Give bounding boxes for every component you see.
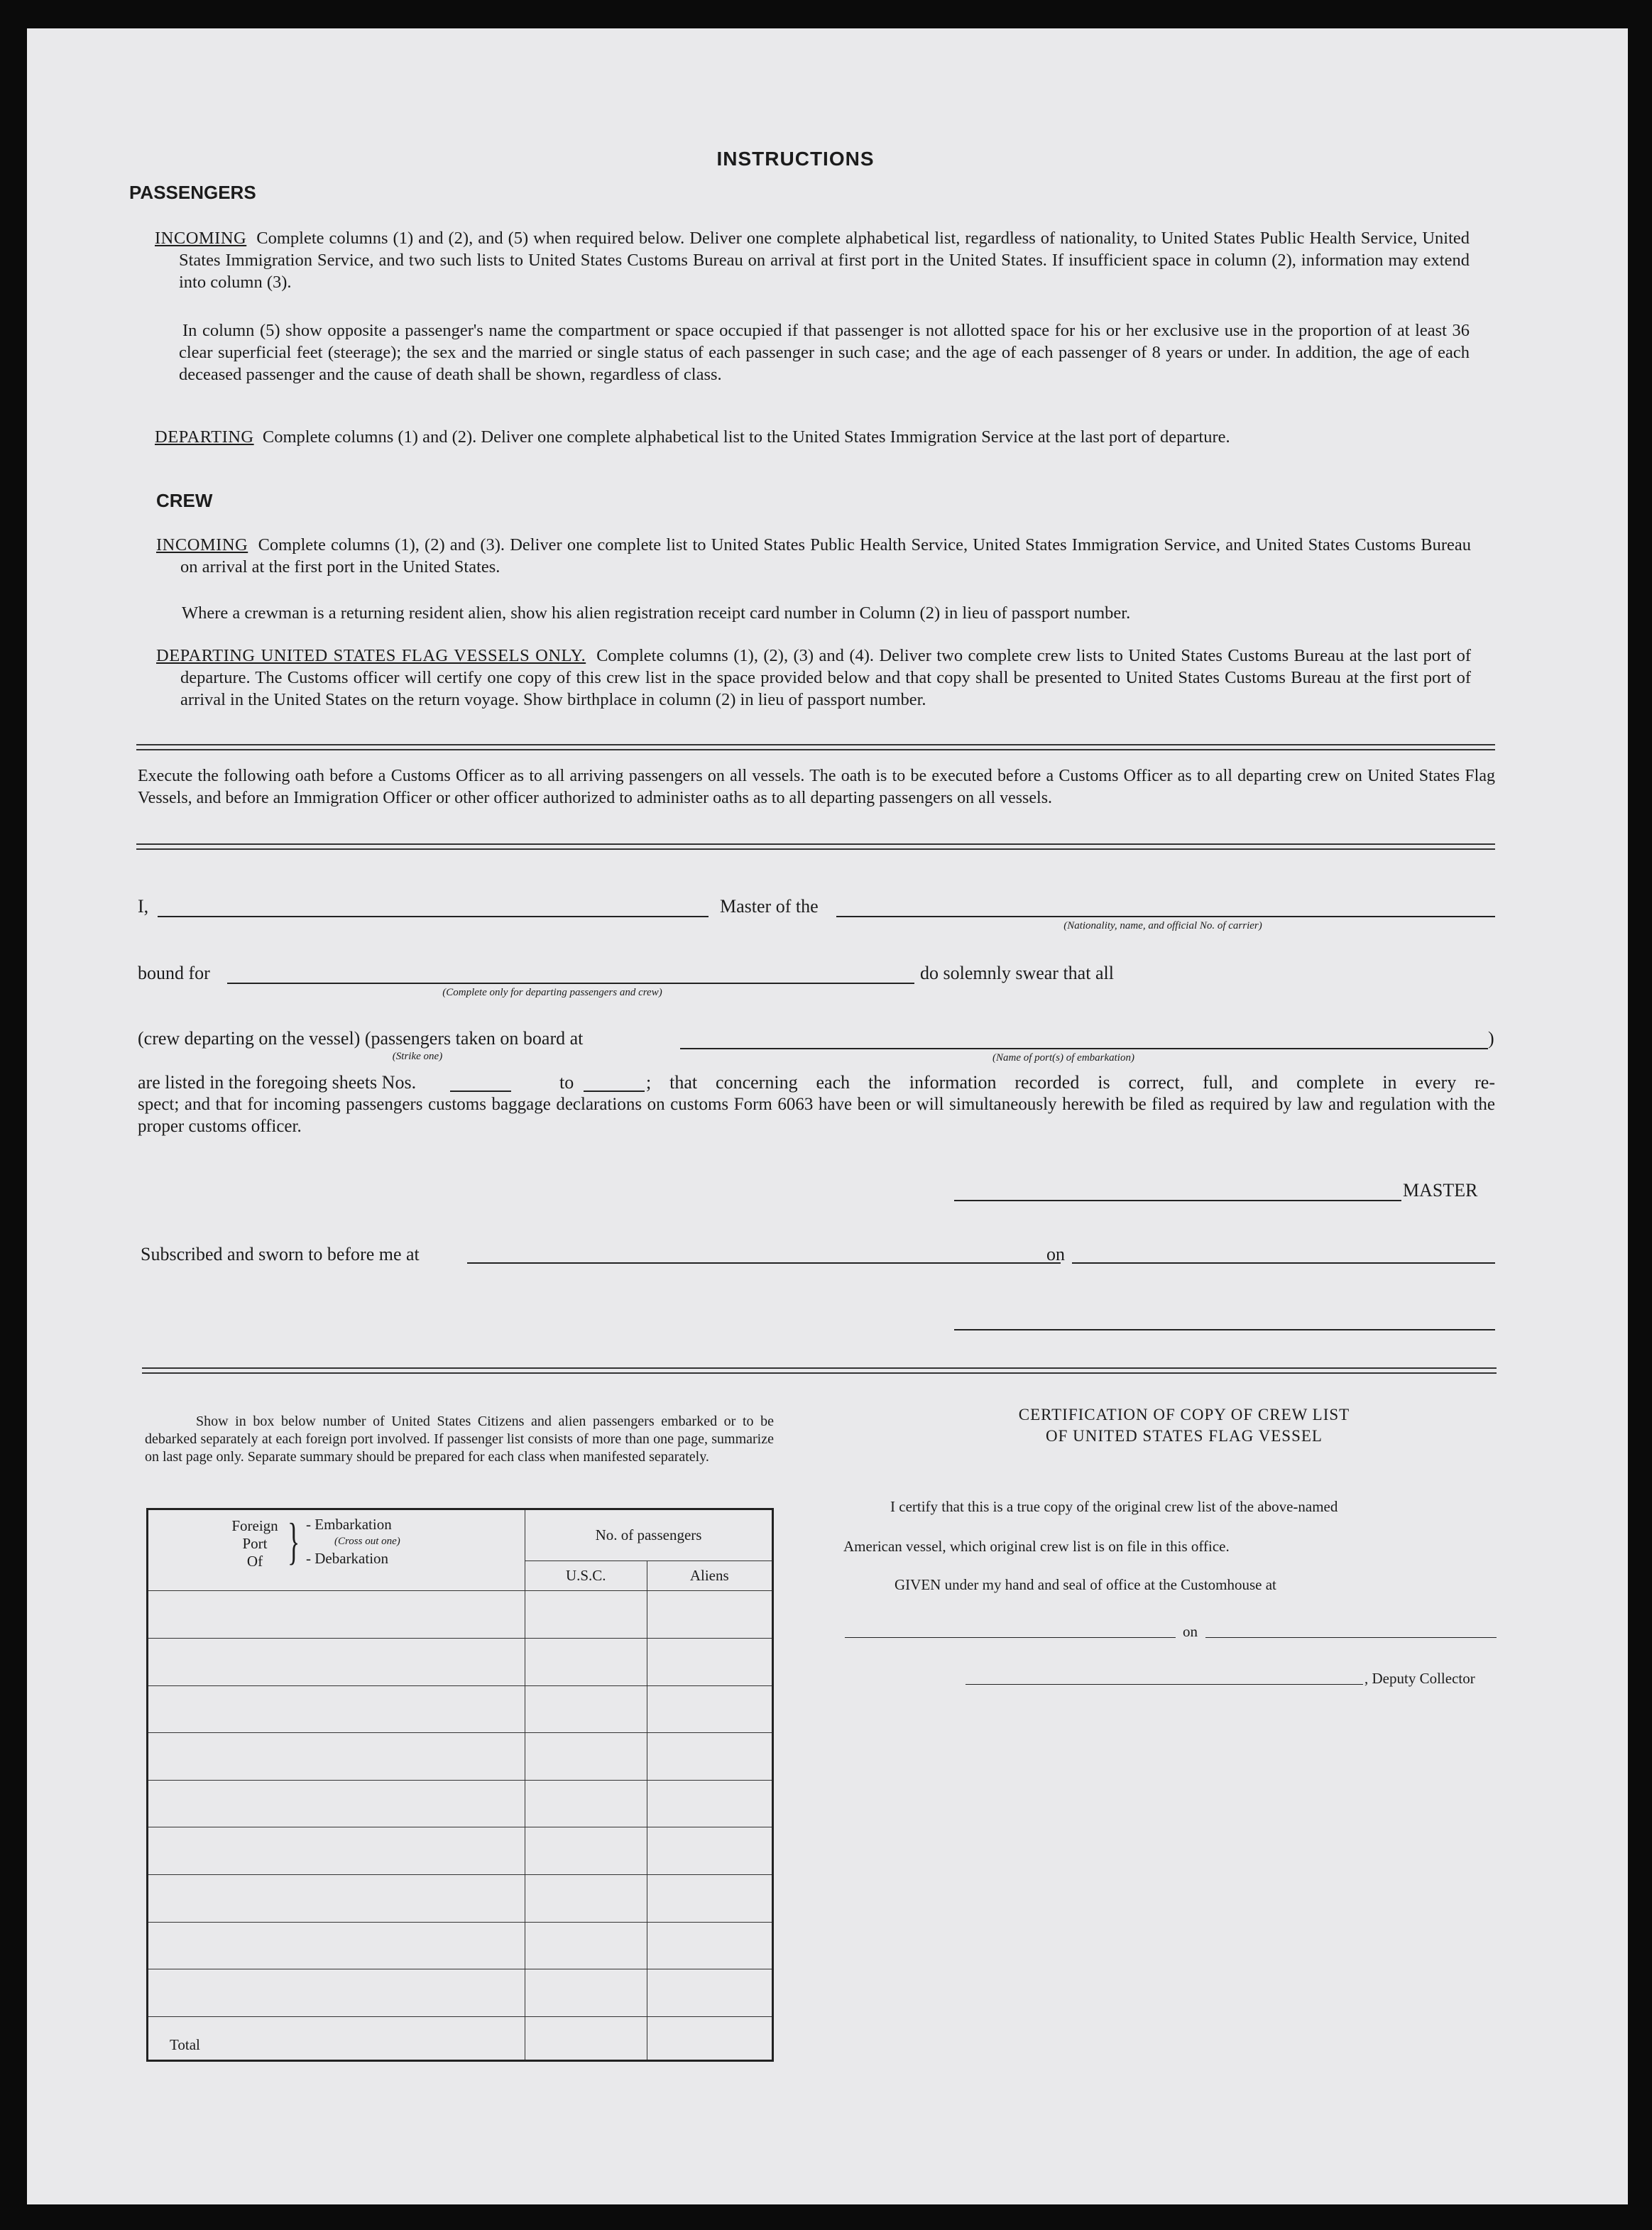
column5-paragraph: In column (5) show opposite a passenger's name the compartment or space occupied if that passenger is not allotted space for his or her exclusive use in the proportion of at least 36 clear superficial feet (steerage); the sex and the married or single status of each passenger in such case; and the age of each passenger of 8 years or under. In addition, the age of each deceased passenger and the cause of death shall be shown, regardless of class. <box>179 321 1470 384</box>
usc-total-cell[interactable] <box>525 2016 647 2060</box>
carrier-line[interactable] <box>836 916 1495 917</box>
section-divider <box>142 1367 1497 1374</box>
aliens-cell[interactable] <box>647 1969 772 2017</box>
oath-i-label: I, <box>138 896 149 917</box>
foreign-label: Foreign <box>231 1517 278 1534</box>
cert-date-line[interactable] <box>1205 1637 1497 1638</box>
cert-on: on <box>1183 1623 1198 1640</box>
oath-bound-for: bound for <box>138 963 210 983</box>
oath-listed-to: to <box>559 1072 574 1093</box>
crew-incoming-text: Complete columns (1), (2) and (3). Deliver one complete list to United States Public Health Service, United States Immigration Service, and United States Customs Bureau on arrival at the first port in the United States. <box>180 535 1471 576</box>
certification-title-2: OF UNITED STATES FLAG VESSEL <box>1046 1427 1323 1445</box>
summary-note: Show in box below number of United States Citizens and alien passengers embarked or to be debarked separately at each foreign port involved. If passenger list consists of more than one page, summarize on last page only. Separate summary should be prepared for each class when manifested separately. <box>145 1414 774 1465</box>
sheet-to-line[interactable] <box>584 1091 645 1092</box>
subscribed-date-line[interactable] <box>1072 1262 1495 1264</box>
port-line[interactable] <box>680 1048 1488 1049</box>
port-caption: (Name of port(s) of embarkation) <box>992 1052 1134 1064</box>
document-page <box>27 28 1628 2204</box>
port-cell[interactable] <box>148 1874 525 1922</box>
american-vessel-text: American vessel, which original crew list is on file in this office. <box>843 1538 1230 1555</box>
customhouse-line[interactable] <box>845 1637 1176 1638</box>
embarkation-option[interactable]: - Embarkation <box>306 1516 392 1533</box>
deputy-collector-label: , Deputy Collector <box>1364 1670 1475 1687</box>
sheet-from-line[interactable] <box>450 1091 511 1092</box>
passengers-departing-lead: DEPARTING <box>155 427 254 447</box>
crew-departing-text: Complete columns (1), (2), (3) and (4). Deliver two complete crew lists to United States Customs Bureau at the last port of departure. The Customs officer will certify one copy of this crew list in the space provided below and that copy shall be presented to United States Customs Bureau at the first port of arrival in the United States on the return voyage. Show birthplace in column (2) in lieu of passport number. <box>180 646 1471 709</box>
usc-cell[interactable] <box>525 1685 647 1733</box>
aliens-header: Aliens <box>647 1561 772 1591</box>
close-paren: ) <box>1488 1028 1494 1049</box>
aliens-cell[interactable] <box>647 1922 772 1969</box>
usc-cell[interactable] <box>525 1874 647 1922</box>
cross-out-caption: (Cross out one) <box>334 1536 400 1547</box>
aliens-total-cell[interactable] <box>647 2016 772 2060</box>
oath-master-of: Master of the <box>720 896 819 917</box>
passengers-incoming-lead: INCOMING <box>155 229 247 248</box>
passengers-departing-text: Complete columns (1) and (2). Deliver one complete alphabetical list to the United States Immigration Service at the last port of departure. <box>262 427 1230 447</box>
passengers-departing-paragraph <box>155 426 1470 448</box>
instructions-title: INSTRUCTIONS <box>716 148 875 170</box>
oath-listed-c: spect; and that for incoming passengers customs baggage declarations on customs Form 6063 have been or will simultaneously herewith be filed as required by law and regulation with the proper customs officer. <box>138 1095 1495 1136</box>
no-passengers-header: No. of passengers <box>525 1509 773 1561</box>
port-label: Port <box>242 1535 268 1552</box>
aliens-cell[interactable] <box>647 1733 772 1781</box>
usc-cell[interactable] <box>525 1969 647 2017</box>
aliens-cell[interactable] <box>647 1780 772 1827</box>
master-name-line[interactable] <box>158 916 709 917</box>
brace-glyph: } <box>288 1513 300 1570</box>
usc-cell[interactable] <box>525 1591 647 1639</box>
aliens-cell[interactable] <box>647 1639 772 1686</box>
usc-cell[interactable] <box>525 1780 647 1827</box>
passenger-summary-table <box>146 1508 774 2062</box>
oath-intro: Execute the following oath before a Customs Officer as to all arriving passengers on all vessels. The oath is to be executed before a Customs Officer as to all departing crew on United States Flag Vessels, and before an Immigration Officer or other officer authorized to administer oaths as to all departing passengers on all vessels. <box>138 767 1495 807</box>
port-cell[interactable] <box>148 1780 525 1827</box>
passengers-incoming-paragraph <box>155 227 1470 293</box>
oath-on: on <box>1046 1244 1065 1264</box>
certify-text: I certify that this is a true copy of the original crew list of the above-named <box>890 1498 1338 1515</box>
port-cell[interactable] <box>148 1591 525 1639</box>
usc-cell[interactable] <box>525 1922 647 1969</box>
strike-one-caption: (Strike one) <box>392 1051 443 1062</box>
oath-listed-b: ; that concerning each the information recorded is correct, full, and complete in every re- <box>646 1072 1495 1093</box>
port-cell[interactable] <box>148 1969 525 2017</box>
aliens-cell[interactable] <box>647 1591 772 1639</box>
master-signature-line[interactable] <box>954 1200 1401 1201</box>
section-divider <box>136 843 1495 850</box>
usc-header: U.S.C. <box>525 1561 647 1591</box>
usc-cell[interactable] <box>525 1639 647 1686</box>
oath-subscribed: Subscribed and sworn to before me at <box>141 1244 420 1264</box>
oath-solemnly: do solemnly swear that all <box>920 963 1114 983</box>
aliens-cell[interactable] <box>647 1685 772 1733</box>
usc-cell[interactable] <box>525 1827 647 1875</box>
deputy-collector-line[interactable] <box>966 1684 1363 1685</box>
subscribed-place-line[interactable] <box>467 1262 1061 1264</box>
crew-heading: CREW <box>156 490 213 511</box>
oath-listed-a: are listed in the foregoing sheets Nos. <box>138 1072 417 1093</box>
port-cell[interactable] <box>148 1639 525 1686</box>
passengers-heading: PASSENGERS <box>129 182 256 203</box>
oath-crew-departing: (crew departing on the vessel) (passengers taken on board at <box>138 1028 584 1049</box>
usc-cell[interactable] <box>525 1733 647 1781</box>
of-label: Of <box>246 1553 263 1570</box>
port-cell[interactable] <box>148 1685 525 1733</box>
certification-title-1: CERTIFICATION OF COPY OF CREW LIST <box>1018 1406 1350 1423</box>
crew-incoming-lead: INCOMING <box>156 535 248 554</box>
crew-resident-paragraph: Where a crewman is a returning resident alien, show his alien registration receipt card number in Column (2) in lieu of passport number. <box>182 603 1131 623</box>
aliens-cell[interactable] <box>647 1874 772 1922</box>
aliens-cell[interactable] <box>647 1827 772 1875</box>
foreign-port-header <box>148 1509 525 1591</box>
total-label: Total <box>148 2016 525 2060</box>
port-cell[interactable] <box>148 1827 525 1875</box>
debarkation-option[interactable]: - Debarkation <box>306 1550 389 1567</box>
crew-departing-paragraph <box>156 645 1471 711</box>
crew-departing-lead: DEPARTING UNITED STATES FLAG VESSELS ONLY. <box>156 646 586 665</box>
port-cell[interactable] <box>148 1733 525 1781</box>
bound-caption: (Complete only for departing passengers and crew) <box>442 987 662 998</box>
crew-incoming-paragraph <box>156 534 1471 578</box>
given-text: GIVEN under my hand and seal of office at the Customhouse at <box>895 1576 1276 1593</box>
bound-for-line[interactable] <box>227 983 914 984</box>
passengers-incoming-text: Complete columns (1) and (2), and (5) when required below. Deliver one complete alphabetical list, regardless of nationality, to United States Public Health Service, United States Immigration Service, and two such lists to United States Customs Bureau on arrival at first port in the United States. If insufficient space in column (2), information may extend into column (3). <box>179 229 1470 292</box>
carrier-caption: (Nationality, name, and official No. of carrier) <box>1063 920 1262 931</box>
section-divider <box>136 744 1495 750</box>
port-cell[interactable] <box>148 1922 525 1969</box>
officer-signature-line[interactable] <box>954 1329 1495 1330</box>
master-signature-label: MASTER <box>1403 1180 1478 1201</box>
